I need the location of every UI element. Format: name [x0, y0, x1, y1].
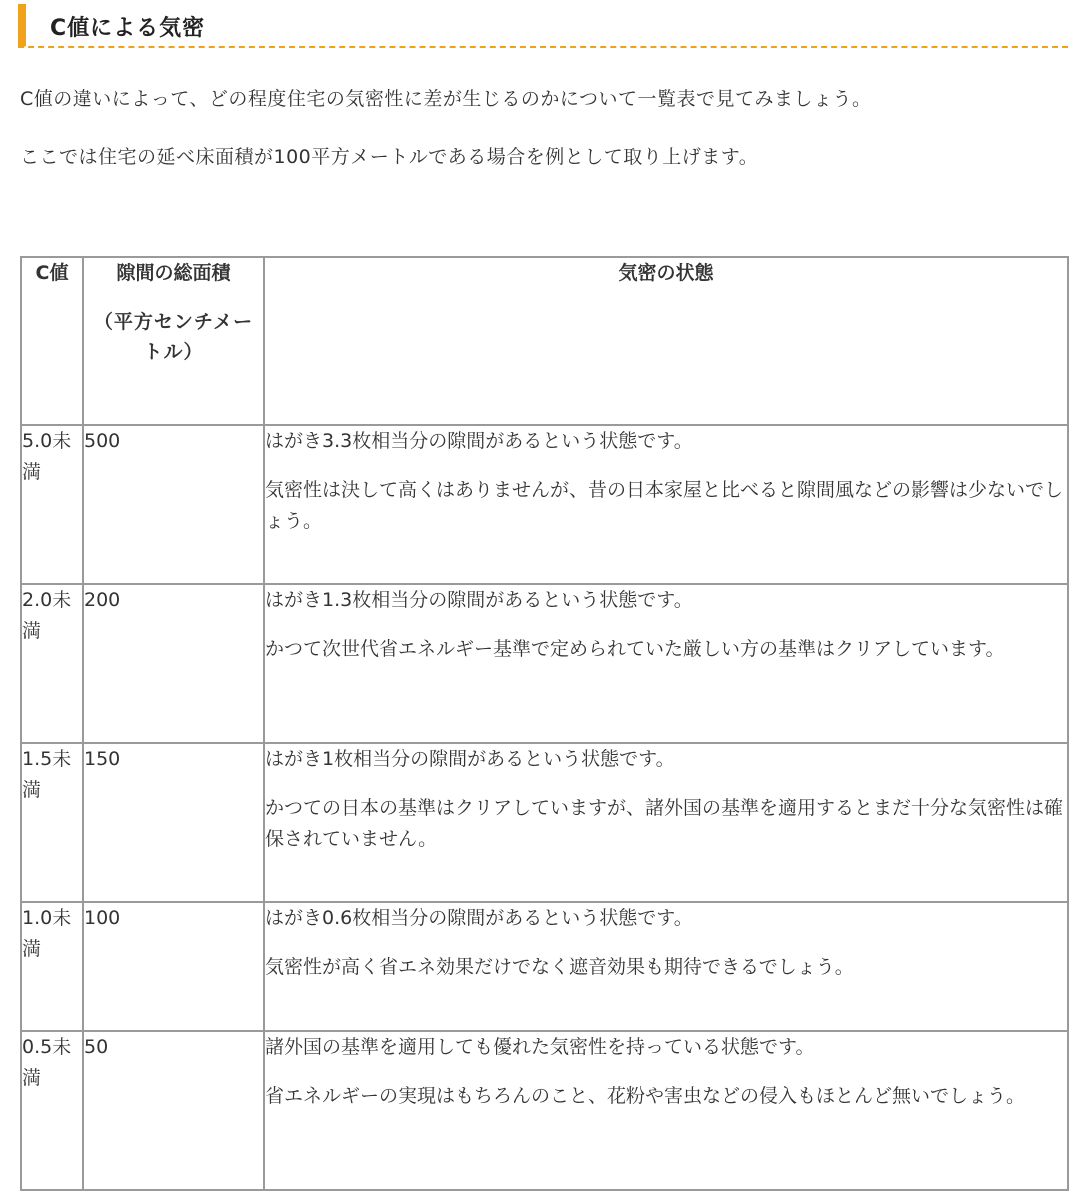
state-detail: 気密性は決して高くはありませんが、昔の日本家屋と比べると隙間風などの影響は少ないでしょう。 — [265, 479, 1064, 532]
section-title: C値による気密 — [50, 16, 206, 41]
state-cell — [264, 425, 1068, 584]
gap-area-cell: 100 — [83, 902, 264, 1031]
header-gap-line1: 隙間の総面積 — [116, 262, 231, 284]
header-c-value: C値 — [21, 257, 83, 425]
table-row — [21, 584, 1068, 743]
state-cell — [264, 743, 1068, 902]
gap-area-cell: 50 — [83, 1031, 264, 1190]
table-header-row — [21, 257, 1068, 425]
c-value-cell: 2.0未満 — [21, 584, 83, 743]
gap-area-cell: 200 — [83, 584, 264, 743]
c-value-cell: 1.5未満 — [21, 743, 83, 902]
state-summary: はがき3.3枚相当分の隙間があるという状態です。 — [265, 430, 693, 452]
header-state: 気密の状態 — [264, 257, 1068, 425]
state-detail: 省エネルギーの実現はもちろんのこと、花粉や害虫などの侵入もほとんど無いでしょう。 — [265, 1085, 1026, 1107]
c-value-cell: 0.5未満 — [21, 1031, 83, 1190]
c-value-cell: 1.0未満 — [21, 902, 83, 1031]
table-row — [21, 743, 1068, 902]
header-gap-line2: （平方センチメートル） — [93, 311, 254, 363]
state-detail: かつて次世代省エネルギー基準で定められていた厳しい方の基準はクリアしています。 — [265, 638, 1005, 660]
gap-area-cell: 150 — [83, 743, 264, 902]
state-summary: はがき1枚相当分の隙間があるという状態です。 — [265, 748, 675, 770]
state-cell — [264, 1031, 1068, 1190]
state-detail: 気密性が高く省エネ効果だけでなく遮音効果も期待できるでしょう。 — [265, 956, 854, 978]
table-row — [21, 902, 1068, 1031]
state-summary: 諸外国の基準を適用しても優れた気密性を持っている状態です。 — [265, 1036, 815, 1058]
state-summary: はがき0.6枚相当分の隙間があるという状態です。 — [265, 907, 693, 929]
header-gap-area — [83, 257, 264, 425]
example-paragraph: ここでは住宅の延べ床面積が100平方メートルである場合を例として取り上げます。 — [20, 146, 759, 168]
table-row — [21, 1031, 1068, 1190]
gap-area-cell: 500 — [83, 425, 264, 584]
state-cell — [264, 902, 1068, 1031]
table-row — [21, 425, 1068, 584]
airtightness-table — [20, 256, 1069, 1191]
state-detail: かつての日本の基準はクリアしていますが、諸外国の基準を適用するとまだ十分な気密性は確保されていません。 — [265, 797, 1064, 850]
intro-paragraph: C値の違いによって、どの程度住宅の気密性に差が生じるのかについて一覧表で見てみましょう。 — [20, 88, 872, 110]
state-cell — [264, 584, 1068, 743]
c-value-cell: 5.0未満 — [21, 425, 83, 584]
section-heading — [18, 4, 1068, 48]
state-summary: はがき1.3枚相当分の隙間があるという状態です。 — [265, 589, 693, 611]
